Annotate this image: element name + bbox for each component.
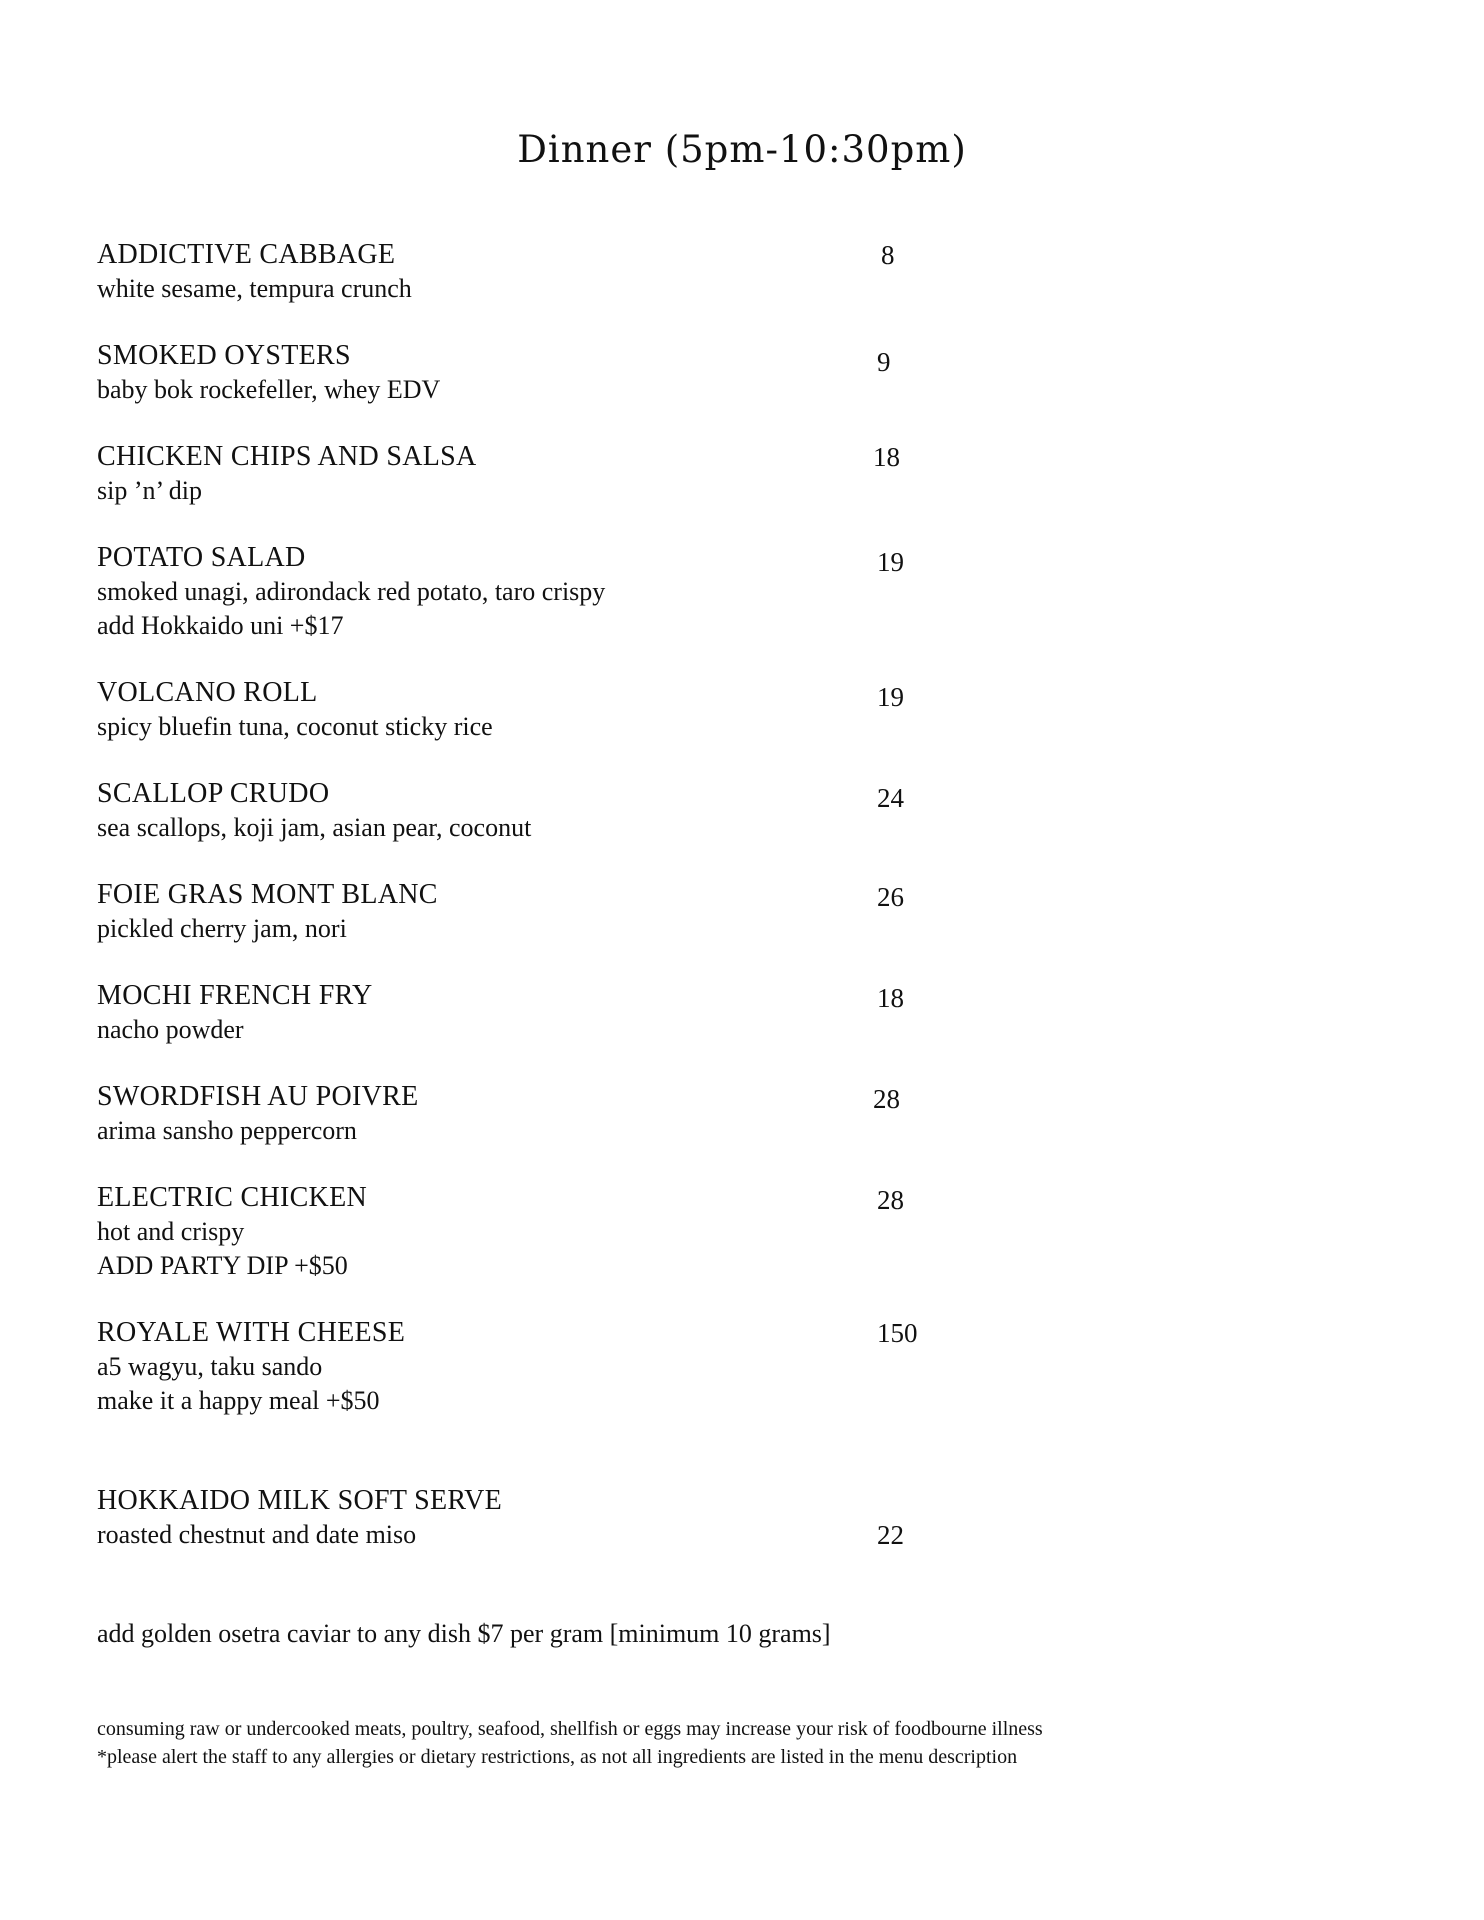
item-description: white sesame, tempura crunch	[97, 274, 412, 303]
item-name: SMOKED OYSTERS	[97, 340, 351, 371]
item-description: hot and crispy	[97, 1217, 245, 1246]
menu-item-hokkaido-milk-soft-serve	[97, 1484, 937, 1552]
allergy-disclaimer: *please alert the staff to any allergies or dietary restrictions, as not all ingredients are listed in the menu description	[97, 1746, 1018, 1768]
item-description: sip ’n’ dip	[97, 476, 202, 505]
menu-item-electric-chicken	[97, 1181, 937, 1283]
menu-item-potato-salad	[97, 541, 937, 643]
item-price: 19	[877, 682, 904, 712]
menu-item-addictive-cabbage	[97, 238, 937, 306]
item-price: 19	[877, 547, 904, 577]
item-description: nacho powder	[97, 1015, 244, 1044]
item-description: a5 wagyu, taku sando	[97, 1352, 323, 1381]
menu-item-mochi-french-fry	[97, 979, 937, 1047]
caviar-note: add golden osetra caviar to any dish $7 per gram [minimum 10 grams]	[97, 1619, 831, 1648]
item-price: 24	[877, 783, 904, 813]
item-name: HOKKAIDO MILK SOFT SERVE	[97, 1485, 503, 1516]
menu-item-foie-gras-mont-blanc	[97, 878, 937, 946]
item-name: CHICKEN CHIPS AND SALSA	[97, 441, 477, 472]
item-name: VOLCANO ROLL	[97, 677, 318, 708]
menu-item-swordfish-au-poivre	[97, 1080, 937, 1148]
item-price: 28	[877, 1185, 904, 1215]
menu-item-volcano-roll	[97, 676, 937, 744]
item-name: SWORDFISH AU POIVRE	[97, 1081, 419, 1112]
menu-item-scallop-crudo	[97, 777, 937, 845]
item-name: ADDICTIVE CABBAGE	[97, 239, 396, 270]
item-price: 28	[873, 1084, 900, 1114]
item-description: spicy bluefin tuna, coconut sticky rice	[97, 712, 493, 741]
item-name: MOCHI FRENCH FRY	[97, 980, 373, 1011]
item-name: FOIE GRAS MONT BLANC	[97, 879, 438, 910]
menu-title: Dinner (5pm-10:30pm)	[517, 128, 967, 171]
item-price: 26	[877, 882, 904, 912]
item-description: arima sansho peppercorn	[97, 1116, 357, 1145]
item-addon: add Hokkaido uni +$17	[97, 611, 344, 640]
item-description: roasted chestnut and date miso	[97, 1520, 417, 1549]
item-price: 18	[873, 442, 900, 472]
menu-item-chicken-chips-and-salsa	[97, 440, 937, 508]
item-price: 9	[877, 347, 891, 377]
item-price: 18	[877, 983, 904, 1013]
item-name: POTATO SALAD	[97, 542, 306, 573]
item-addon: ADD PARTY DIP +$50	[97, 1251, 348, 1280]
menu-item-royale-with-cheese	[97, 1316, 937, 1418]
item-price: 22	[877, 1520, 904, 1550]
item-name: ELECTRIC CHICKEN	[97, 1182, 368, 1213]
menu-item-smoked-oysters	[97, 339, 937, 407]
item-description: sea scallops, koji jam, asian pear, coconut	[97, 813, 532, 842]
item-description: pickled cherry jam, nori	[97, 914, 347, 943]
item-price: 8	[881, 240, 895, 270]
item-name: ROYALE WITH CHEESE	[97, 1317, 406, 1348]
item-addon: make it a happy meal +$50	[97, 1386, 380, 1415]
item-description: smoked unagi, adirondack red potato, taro crispy	[97, 577, 606, 606]
food-safety-disclaimer: consuming raw or undercooked meats, poultry, seafood, shellfish or eggs may increase your risk of foodbourne illness	[97, 1718, 1043, 1740]
item-description: baby bok rockefeller, whey EDV	[97, 375, 441, 404]
item-name: SCALLOP CRUDO	[97, 778, 330, 809]
item-price: 150	[877, 1318, 918, 1348]
